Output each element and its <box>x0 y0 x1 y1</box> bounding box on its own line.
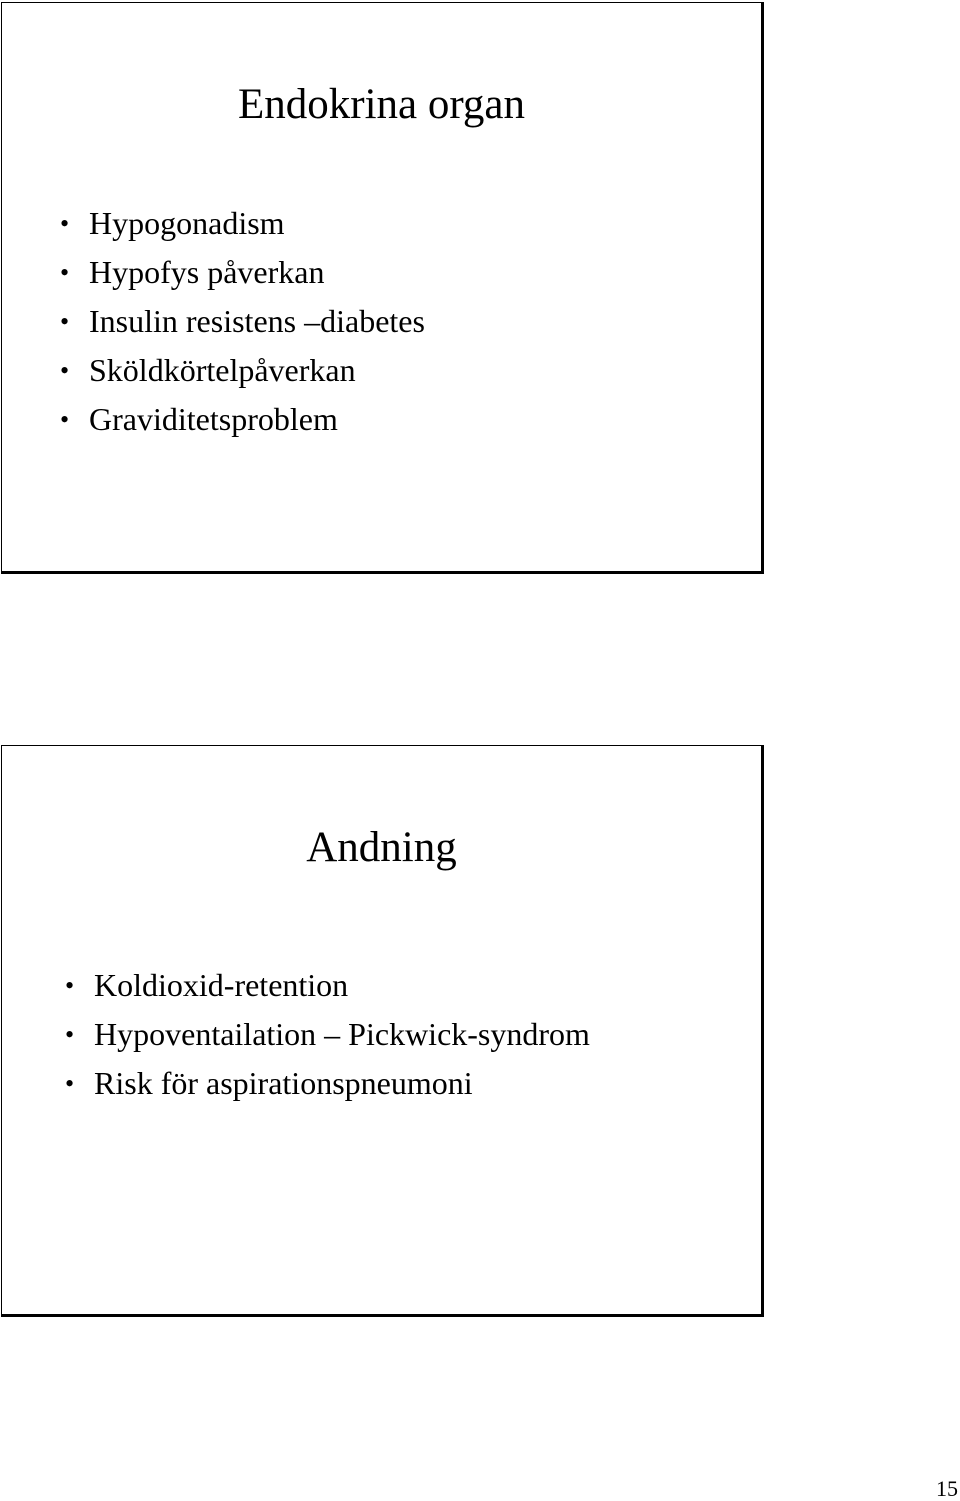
list-item-text: Hypoventailation – Pickwick-syndrom <box>94 1016 590 1052</box>
list-item-text: Hypofys påverkan <box>89 254 325 290</box>
slide-title: Endokrina organ <box>238 81 525 128</box>
bullet-list <box>65 961 590 1108</box>
list-item <box>60 297 425 346</box>
slide-title: Andning <box>306 824 457 871</box>
slide-endokrina-organ <box>1 2 764 574</box>
bullet-icon: • <box>65 971 75 1000</box>
bullet-icon: • <box>65 1020 75 1049</box>
list-item <box>65 961 590 1010</box>
bullet-icon: • <box>60 405 70 434</box>
list-item-text: Risk för aspirationspneumoni <box>94 1065 473 1101</box>
list-item <box>60 248 425 297</box>
bullet-icon: • <box>65 1069 75 1098</box>
bullet-icon: • <box>60 356 70 385</box>
list-item-text: Graviditetsproblem <box>89 401 338 437</box>
list-item <box>60 346 425 395</box>
bullet-icon: • <box>60 258 70 287</box>
list-item <box>60 199 425 248</box>
list-item <box>65 1059 590 1108</box>
slide-andning <box>1 745 764 1317</box>
bullet-icon: • <box>60 209 70 238</box>
list-item-text: Insulin resistens –diabetes <box>89 303 425 339</box>
list-item-text: Sköldkörtelpåverkan <box>89 352 356 388</box>
list-item <box>65 1010 590 1059</box>
bullet-list <box>60 199 425 444</box>
list-item-text: Koldioxid-retention <box>94 967 349 1003</box>
list-item-text: Hypogonadism <box>89 205 285 241</box>
list-item <box>60 395 425 444</box>
bullet-icon: • <box>60 307 70 336</box>
page-number: 15 <box>936 1476 958 1501</box>
